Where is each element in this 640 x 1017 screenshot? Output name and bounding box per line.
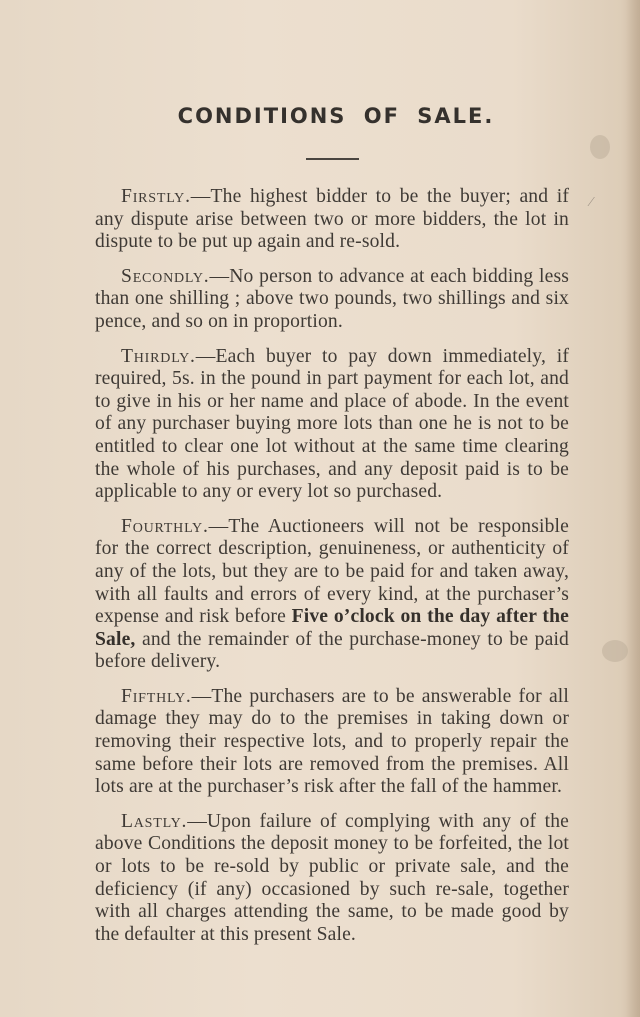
paragraph-text: —No person to advance at each bidding less than one shilling ; above two pounds, two shillings and six pence, and so on in proportion. — [95, 265, 569, 332]
condition-paragraph-thirdly — [95, 346, 569, 504]
page-edge-shadow — [626, 0, 640, 1017]
paragraph-text: and the remainder of the purchase-money to be paid before delivery. — [95, 628, 569, 673]
page-title: CONDITIONS OF SALE. — [177, 104, 495, 128]
title-rule — [306, 158, 359, 160]
condition-paragraph-lastly — [95, 811, 569, 947]
paper-mark: ⁄ — [590, 195, 593, 210]
paragraph-lead: Fourthly. — [121, 515, 209, 537]
paragraph-lead: Thirdly. — [121, 345, 196, 367]
condition-paragraph-fourthly — [95, 516, 569, 674]
paragraph-lead: Firstly. — [121, 186, 191, 207]
paragraph-text: —The purchasers are to be answerable for all damage they may do to the premises in taking down or removing their respective lots, and to properly repair the same before their lots are removed from the premises. All lots are at the purchaser’s risk after the fall of the hammer. — [95, 685, 569, 798]
paragraph-text: —Each buyer to pay down immediately, if required, 5s. in the pound in part payment for each lot, and to give in his or her name and place of abode. In the event of any purchaser buying more lots than one he is not to be entitled to clear one lot without at the same time clearing the whole of his purchases, and any deposit paid is to be applicable to any or every lot so purchased. — [95, 345, 569, 503]
paper-blemish — [590, 135, 610, 159]
paragraph-lead: Secondly. — [121, 265, 210, 287]
paragraph-lead: Lastly. — [121, 810, 188, 832]
condition-paragraph-fifthly — [95, 686, 569, 799]
condition-paragraph-secondly — [95, 266, 569, 334]
paper-blemish — [602, 640, 628, 662]
paragraph-text: —Upon failure of complying with any of the above Conditions the deposit money to be forfeited, the lot or lots to be re-sold by public or private sale, and the deficiency (if any) occasioned by such re-sale, together with all charges attending the same, to be made good by the defaulter at this present Sale. — [95, 810, 569, 945]
paragraph-text: —The highest bidder to be the buyer; and if any dispute arise between two or more bidders, the lot in dispute to be put up again and re-sold. — [95, 186, 569, 253]
paragraph-text: —The Auctioneers will not be responsible for the correct description, genuineness, or authenticity of any of the lots, but they are to be paid for and taken away, with all faults and errors of every kind, at the purchaser’s expense and risk before — [95, 515, 569, 628]
conditions-body — [95, 186, 569, 958]
paragraph-lead: Fifthly. — [121, 685, 192, 707]
condition-paragraph-firstly — [95, 186, 569, 254]
paragraph-emphasis: Five o’clock on the day after the Sale, — [95, 606, 569, 650]
